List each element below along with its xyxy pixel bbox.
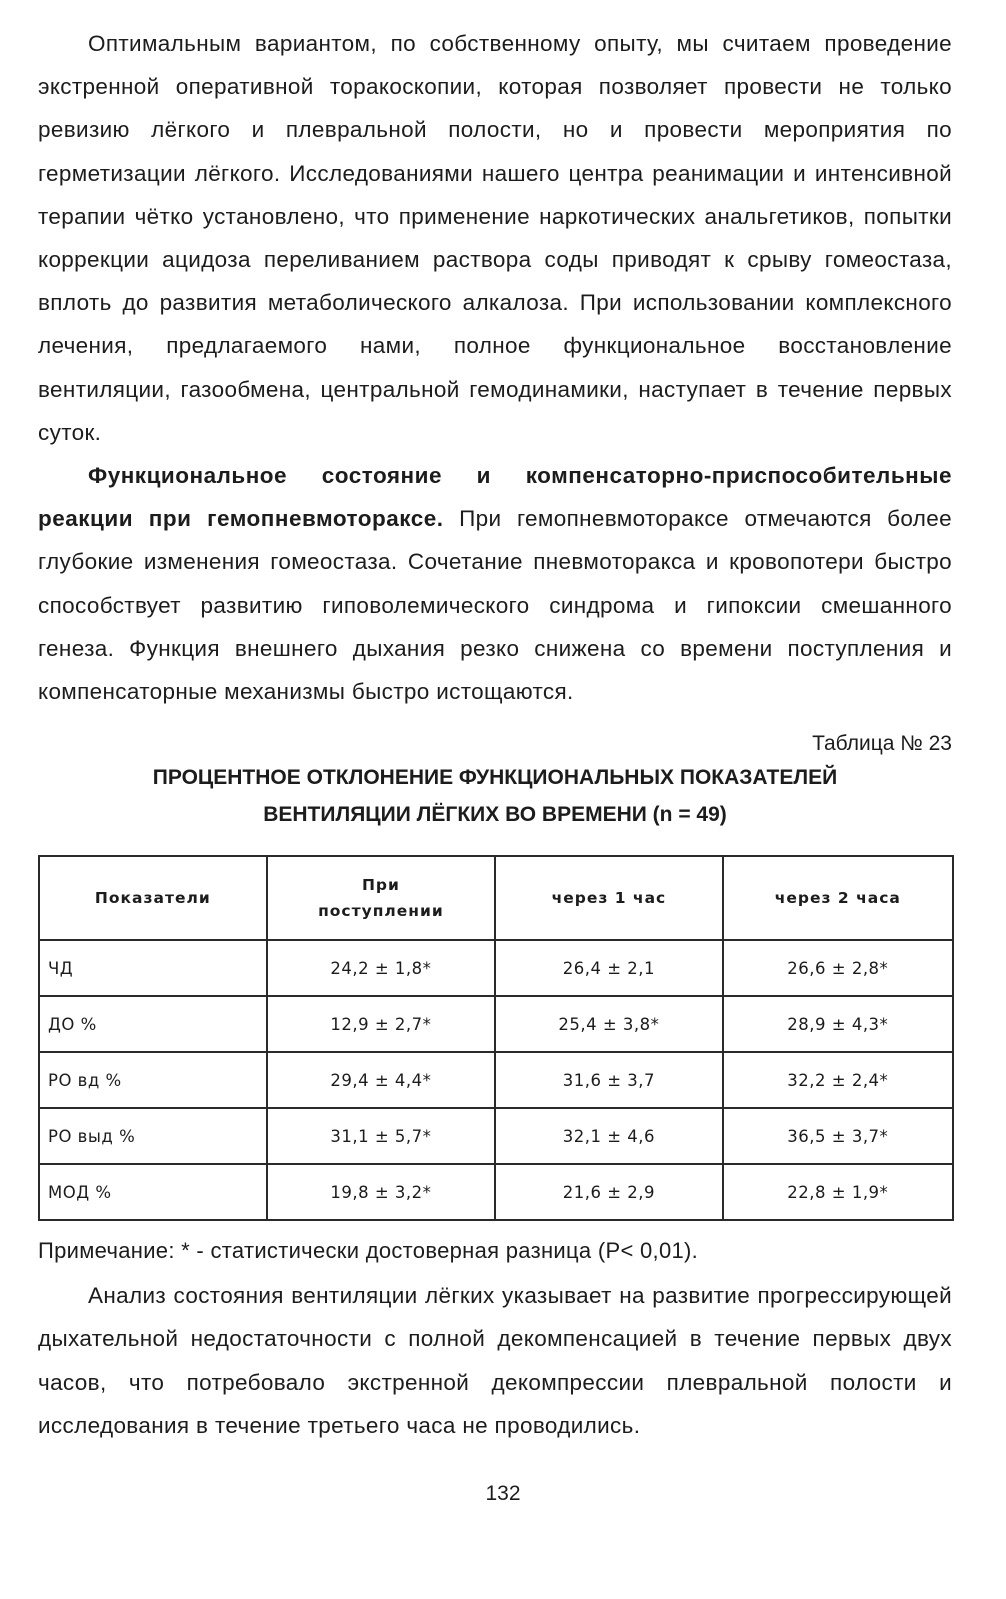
paragraph-hemopneumothorax-text: При гемопневмотораксе отмечаются более глубокие изменения гомеостаза. Сочетание пневмоторакса и кровопотери быстро способствует развитию гиповолемического синдрома и гипоксии смешанного генеза. Функция внешнего дыхания резко снижена со времени поступления и компенсаторные механизмы быстро истощаются. (38, 506, 952, 705)
page-number: 132 (485, 1482, 521, 1505)
cell-admission: 12,9 ± 2,7* (267, 996, 496, 1052)
table-row (39, 940, 953, 996)
header-admission-line-2: поступлении (318, 902, 444, 921)
cell-hour2: 32,2 ± 2,4* (723, 1052, 953, 1108)
header-admission (267, 856, 496, 940)
paragraph-intro: Оптимальным вариантом, по собственному опыту, мы считаем проведение экстренной оперативной торакоскопии, которая позволяет провести не только ревизию лёгкого и плевральной полости, но и провести мероприятия по герметизации лёгкого. Исследованиями нашего центра реанимации и интенсивной терапии чётко установлено, что применение наркотических анальгетиков, попытки коррекции ацидоза переливанием раствора соды приводят к срыву гомеостаза, вплоть до развития метаболического алкалоза. При использовании комплексного лечения, предлагаемого нами, полное функциональное восстановление вентиляции, газообмена, центральной гемодинамики, наступает в течение первых суток. (38, 31, 952, 445)
cell-hour1: 32,1 ± 4,6 (495, 1108, 722, 1164)
section-heading: Функциональное состояние и компенсаторно-приспособительные реакции при гемопневмотораксе. (38, 463, 952, 532)
table-header-row (39, 856, 953, 940)
cell-hour1: 26,4 ± 2,1 (495, 940, 722, 996)
header-hour1: через 1 час (495, 856, 722, 940)
cell-hour2: 22,8 ± 1,9* (723, 1164, 953, 1220)
header-admission-line-1: При (361, 876, 400, 895)
table-title (38, 759, 952, 833)
cell-hour2: 26,6 ± 2,8* (723, 940, 953, 996)
row-label: ДО % (39, 996, 267, 1052)
row-label: РО выд % (39, 1108, 267, 1164)
row-label: ЧД (39, 940, 267, 996)
table-row (39, 1164, 953, 1220)
table-note: Примечание: * - статистически достоверная разница (Р< 0,01). (38, 1238, 699, 1264)
table-row (39, 1052, 953, 1108)
paragraph-hemopneumothorax (38, 454, 952, 713)
cell-admission: 29,4 ± 4,4* (267, 1052, 496, 1108)
cell-admission: 24,2 ± 1,8* (267, 940, 496, 996)
table-row (39, 1108, 953, 1164)
cell-admission: 31,1 ± 5,7* (267, 1108, 496, 1164)
row-label: МОД % (39, 1164, 267, 1220)
cell-hour2: 28,9 ± 4,3* (723, 996, 953, 1052)
cell-hour1: 21,6 ± 2,9 (495, 1164, 722, 1220)
ventilation-table (38, 855, 954, 1221)
table-row (39, 996, 953, 1052)
cell-hour1: 31,6 ± 3,7 (495, 1052, 722, 1108)
cell-hour1: 25,4 ± 3,8* (495, 996, 722, 1052)
row-label: РО вд % (39, 1052, 267, 1108)
header-indicator: Показатели (39, 856, 267, 940)
table-title-line-1: ПРОЦЕНТНОЕ ОТКЛОНЕНИЕ ФУНКЦИОНАЛЬНЫХ ПОКАЗАТЕЛЕЙ (152, 766, 838, 790)
cell-admission: 19,8 ± 3,2* (267, 1164, 496, 1220)
paragraph-analysis: Анализ состояния вентиляции лёгких указывает на развитие прогрессирующей дыхательной недостаточности с полной декомпенсацией в течение первых двух часов, что потребовало экстренной декомпрессии плевральной полости и исследования в течение третьего часа не проводились. (38, 1283, 952, 1438)
table-title-line-2: ВЕНТИЛЯЦИИ ЛЁГКИХ ВО ВРЕМЕНИ (n = 49) (263, 803, 727, 827)
page-content (38, 22, 952, 1447)
cell-hour2: 36,5 ± 3,7* (723, 1108, 953, 1164)
table-number: Таблица № 23 (812, 732, 952, 756)
header-hour2: через 2 часа (723, 856, 953, 940)
